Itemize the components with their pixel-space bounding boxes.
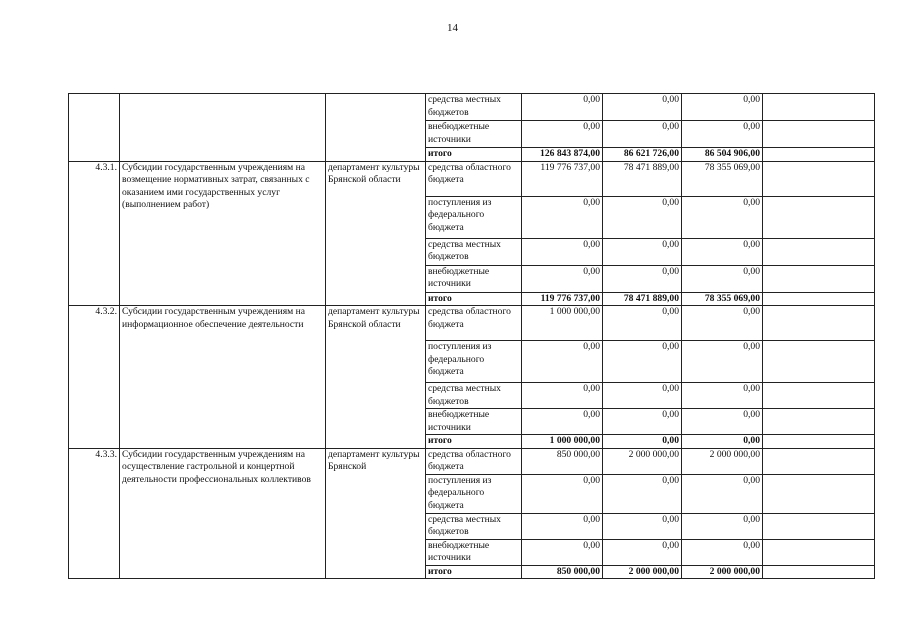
amount-year-1: 0,00 — [522, 513, 603, 539]
amount-year-3: 2 000 000,00 — [682, 448, 763, 474]
amount-year-2: 0,00 — [603, 238, 682, 265]
budget-table — [68, 93, 875, 579]
amount-year-2: 0,00 — [603, 539, 682, 565]
funding-source: внебюджетные источники — [426, 409, 522, 435]
table-row — [69, 94, 875, 121]
empty-cell — [763, 94, 875, 121]
empty-cell — [763, 148, 875, 162]
amount-year-2: 86 621 726,00 — [603, 148, 682, 162]
amount-year-2: 0,00 — [603, 306, 682, 341]
amount-year-2: 0,00 — [603, 94, 682, 121]
amount-year-1: 850 000,00 — [522, 448, 603, 474]
amount-year-1: 0,00 — [522, 94, 603, 121]
amount-year-2: 0,00 — [603, 409, 682, 435]
table-row — [69, 161, 875, 196]
amount-year-2: 2 000 000,00 — [603, 448, 682, 474]
funding-source: средства областного бюджета — [426, 306, 522, 341]
amount-year-3: 0,00 — [682, 121, 763, 148]
item-name: Субсидии государственным учреждениям на возмещение нормативных затрат, связанных с оказанием ими государственных услуг (выполнением работ) — [120, 161, 326, 306]
amount-year-2: 0,00 — [603, 474, 682, 513]
table-row — [69, 306, 875, 341]
amount-year-3: 0,00 — [682, 513, 763, 539]
item-index: 4.3.3. — [69, 448, 120, 579]
amount-year-1: 0,00 — [522, 474, 603, 513]
empty-cell — [763, 306, 875, 341]
amount-year-3: 0,00 — [682, 306, 763, 341]
amount-year-2: 0,00 — [603, 435, 682, 449]
amount-year-3: 0,00 — [682, 474, 763, 513]
amount-year-3: 2 000 000,00 — [682, 565, 763, 579]
amount-year-3: 78 355 069,00 — [682, 292, 763, 306]
funding-source: средства областного бюджета — [426, 448, 522, 474]
amount-year-3: 78 355 069,00 — [682, 161, 763, 196]
funding-source: внебюджетные источники — [426, 265, 522, 292]
empty-cell — [763, 474, 875, 513]
amount-year-1: 126 843 874,00 — [522, 148, 603, 162]
funding-source: средства местных бюджетов — [426, 238, 522, 265]
empty-cell — [763, 265, 875, 292]
funding-source: средства областного бюджета — [426, 161, 522, 196]
amount-year-2: 0,00 — [603, 513, 682, 539]
item-department: департамент культуры Брянской области — [326, 161, 426, 306]
empty-cell — [763, 341, 875, 383]
amount-year-1: 0,00 — [522, 341, 603, 383]
funding-source: внебюджетные источники — [426, 121, 522, 148]
amount-year-1: 1 000 000,00 — [522, 435, 603, 449]
amount-year-3: 0,00 — [682, 94, 763, 121]
funding-source: средства местных бюджетов — [426, 513, 522, 539]
empty-cell — [763, 513, 875, 539]
amount-year-1: 850 000,00 — [522, 565, 603, 579]
amount-year-1: 0,00 — [522, 196, 603, 238]
amount-year-3: 0,00 — [682, 196, 763, 238]
table-row — [69, 448, 875, 474]
item-index-cell — [69, 94, 120, 162]
amount-year-1: 0,00 — [522, 409, 603, 435]
amount-year-2: 0,00 — [603, 121, 682, 148]
empty-cell — [763, 161, 875, 196]
funding-source: средства местных бюджетов — [426, 383, 522, 409]
empty-cell — [763, 448, 875, 474]
amount-year-2: 0,00 — [603, 383, 682, 409]
amount-year-3: 0,00 — [682, 539, 763, 565]
amount-year-1: 1 000 000,00 — [522, 306, 603, 341]
funding-source: поступления из федерального бюджета — [426, 196, 522, 238]
amount-year-2: 0,00 — [603, 265, 682, 292]
empty-cell — [763, 238, 875, 265]
item-name-cell — [120, 94, 326, 162]
page-number: 14 — [447, 22, 458, 34]
amount-year-2: 0,00 — [603, 196, 682, 238]
item-index: 4.3.2. — [69, 306, 120, 449]
item-department: департамент культуры Брянской — [326, 448, 426, 579]
empty-cell — [763, 435, 875, 449]
empty-cell — [763, 539, 875, 565]
funding-source: итого — [426, 148, 522, 162]
empty-cell — [763, 565, 875, 579]
amount-year-1: 0,00 — [522, 238, 603, 265]
item-department: департамент культуры Брянской области — [326, 306, 426, 449]
funding-source: поступления из федерального бюджета — [426, 474, 522, 513]
amount-year-3: 86 504 906,00 — [682, 148, 763, 162]
amount-year-1: 119 776 737,00 — [522, 292, 603, 306]
amount-year-1: 0,00 — [522, 539, 603, 565]
funding-source: внебюджетные источники — [426, 539, 522, 565]
funding-source: средства местных бюджетов — [426, 94, 522, 121]
empty-cell — [763, 383, 875, 409]
amount-year-2: 0,00 — [603, 341, 682, 383]
amount-year-3: 0,00 — [682, 409, 763, 435]
amount-year-2: 2 000 000,00 — [603, 565, 682, 579]
item-name: Субсидии государственным учреждениям на информационное обеспечение деятельности — [120, 306, 326, 449]
empty-cell — [763, 409, 875, 435]
funding-source: итого — [426, 565, 522, 579]
amount-year-2: 78 471 889,00 — [603, 161, 682, 196]
item-dept-cell — [326, 94, 426, 162]
amount-year-1: 0,00 — [522, 383, 603, 409]
amount-year-3: 0,00 — [682, 341, 763, 383]
amount-year-1: 0,00 — [522, 121, 603, 148]
amount-year-3: 0,00 — [682, 238, 763, 265]
funding-source: поступления из федерального бюджета — [426, 341, 522, 383]
empty-cell — [763, 196, 875, 238]
amount-year-1: 119 776 737,00 — [522, 161, 603, 196]
amount-year-1: 0,00 — [522, 265, 603, 292]
amount-year-3: 0,00 — [682, 435, 763, 449]
empty-cell — [763, 292, 875, 306]
empty-cell — [763, 121, 875, 148]
funding-source: итого — [426, 435, 522, 449]
amount-year-3: 0,00 — [682, 383, 763, 409]
amount-year-3: 0,00 — [682, 265, 763, 292]
item-index: 4.3.1. — [69, 161, 120, 306]
amount-year-2: 78 471 889,00 — [603, 292, 682, 306]
item-name: Субсидии государственным учреждениям на осуществление гастрольной и концертной деятельности профессиональных коллективов — [120, 448, 326, 579]
funding-source: итого — [426, 292, 522, 306]
